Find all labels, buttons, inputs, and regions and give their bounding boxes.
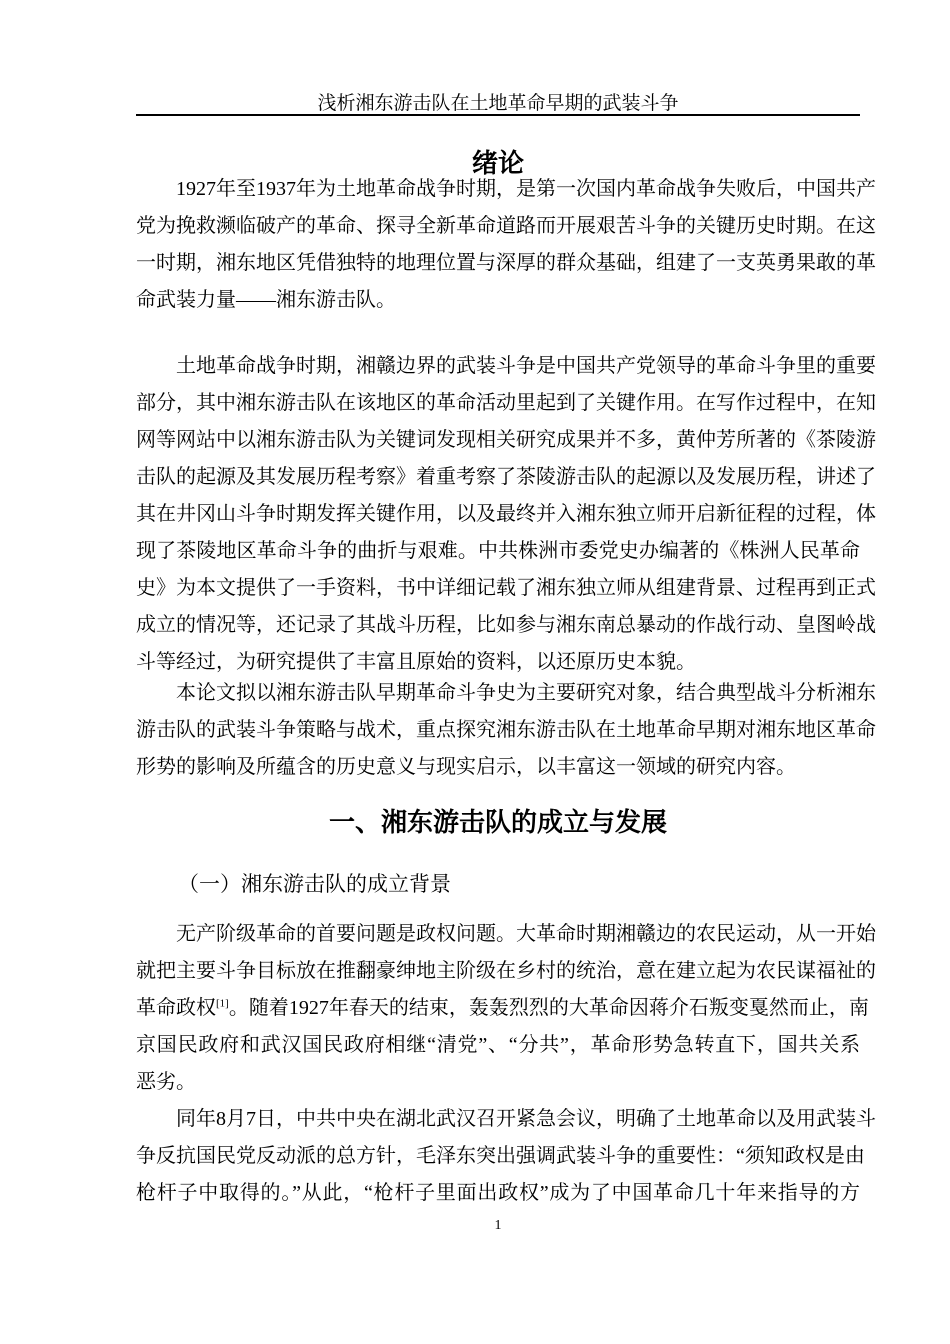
text-line: 无产阶级革命的首要问题是政权问题。大革命时期湘赣边的农民运动，从一开始 — [176, 923, 876, 945]
text-line: 1927年至1937年为土地革命战争时期，是第一次国内革命战争失败后，中国共产 — [176, 178, 876, 200]
text-line: 成立的情况等，还记录了其战斗历程，比如参与湘东南总暴动的作战行动、皇图岭战 — [136, 614, 876, 636]
text-line: 史》为本文提供了一手资料，书中详细记载了湘东独立师从组建背景、过程再到正式 — [136, 577, 876, 599]
section-1-paragraph-1 — [136, 916, 876, 1101]
text-line: 党为挽救濒临破产的革命、探寻全新革命道路而开展艰苦斗争的关键历史时期。在这 — [136, 215, 876, 237]
text-line: 争反抗国民党反动派的总方针，毛泽东突出强调武装斗争的重要性：“须知政权是由 — [136, 1145, 865, 1167]
text-line: 游击队的武装斗争策略与战术，重点探究湘东游击队在土地革命早期对湘东地区革命 — [136, 719, 876, 741]
section-1-paragraph-2 — [136, 1101, 876, 1212]
text-line: 就把主要斗争目标放在推翻豪绅地主阶级在乡村的统治，意在建立起为农民谋福祉的 — [136, 960, 876, 982]
chapter-1-title: 一、湘东游击队的成立与发展 — [328, 807, 667, 837]
running-header: 浅析湘东游击队在土地革命早期的武装斗争 — [317, 93, 679, 114]
text-line: 其在井冈山斗争时期发挥关键作用，以及最终并入湘东独立师开启新征程的过程，体 — [136, 503, 876, 525]
text-fragment: 革命政权 — [136, 997, 216, 1019]
section-1-title: （一）湘东游击队的成立背景 — [178, 873, 451, 896]
text-line: 恶劣。 — [136, 1071, 196, 1093]
intro-paragraph-1 — [136, 171, 876, 319]
text-line: 形势的影响及所蕴含的历史意义与现实启示，以丰富这一领域的研究内容。 — [136, 756, 796, 778]
text-line: 斗等经过，为研究提供了丰富且原始的资料，以还原历史本貌。 — [136, 651, 696, 673]
text-line: 击队的起源及其发展历程考察》着重考察了茶陵游击队的起源以及发展历程，讲述了 — [136, 466, 876, 488]
text-line: 网等网站中以湘东游击队为关键词发现相关研究成果并不多，黄仲芳所著的《茶陵游 — [136, 429, 876, 451]
text-line: 本论文拟以湘东游击队早期革命斗争史为主要研究对象，结合典型战斗分析湘东 — [176, 682, 876, 704]
intro-paragraph-2 — [136, 348, 876, 681]
header-rule — [136, 114, 860, 116]
page-number: 1 — [494, 1218, 502, 1233]
text-line: 部分，其中湘东游击队在该地区的革命活动里起到了关键作用。在写作过程中，在知 — [136, 392, 876, 414]
text-line: 同年8月7日，中共中央在湖北武汉召开紧急会议，明确了土地革命以及用武装斗 — [176, 1108, 876, 1130]
intro-paragraph-3 — [136, 675, 876, 786]
text-line — [136, 990, 869, 1027]
text-line: 枪杆子中取得的。”从此，“枪杆子里面出政权”成为了中国革命几十年来指导的方 — [136, 1182, 860, 1204]
intro-title: 绪论 — [471, 148, 524, 178]
text-line: 土地革命战争时期，湘赣边界的武装斗争是中国共产党领导的革命斗争里的重要 — [176, 355, 876, 377]
text-fragment: 。随着1927年春天的结束，轰轰烈烈的大革命因蒋介石叛变戛然而止，南 — [228, 997, 869, 1019]
text-line: 现了茶陵地区革命斗争的曲折与艰难。中共株洲市委党史办编著的《株洲人民革命 — [136, 540, 860, 562]
text-line: 一时期，湘东地区凭借独特的地理位置与深厚的群众基础，组建了一支英勇果敢的革 — [136, 252, 876, 274]
citation-reference[interactable]: [1] — [216, 997, 229, 1010]
text-line: 命武装力量——湘东游击队。 — [136, 289, 396, 311]
text-line: 京国民政府和武汉国民政府相继“清党”、“分共”，革命形势急转直下，国共关系 — [136, 1034, 860, 1056]
